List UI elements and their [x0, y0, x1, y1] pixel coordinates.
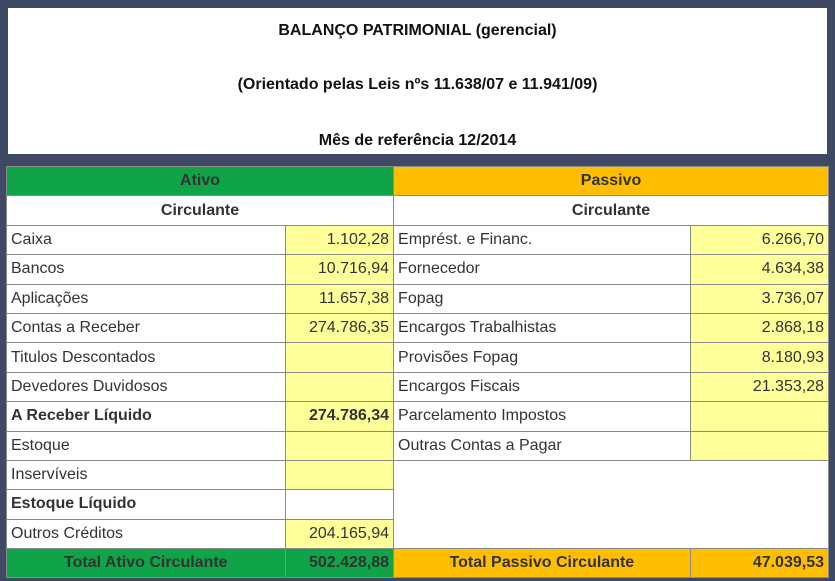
balance-sheet-frame — [6, 6, 829, 575]
ativo-value: 10.716,94 — [285, 255, 393, 284]
table-row — [7, 431, 829, 460]
passivo-label: Encargos Trabalhistas — [394, 313, 691, 342]
ativo-value — [285, 490, 393, 519]
passivo-label: Provisões Fopag — [394, 343, 691, 372]
header-separator — [6, 156, 829, 166]
balance-table — [6, 166, 829, 578]
passivo-subheading: Circulante — [394, 196, 829, 225]
passivo-value: 2.868,18 — [690, 313, 828, 342]
passivo-total-value: 47.039,53 — [690, 549, 828, 578]
ativo-value — [285, 372, 393, 401]
passivo-total-label: Total Passivo Circulante — [394, 549, 691, 578]
ativo-total-value: 502.428,88 — [285, 549, 393, 578]
ativo-value — [285, 460, 393, 489]
table-row — [7, 460, 829, 489]
passivo-value: 3.736,07 — [690, 284, 828, 313]
passivo-empty-area — [394, 460, 829, 548]
ativo-value: 204.165,94 — [285, 519, 393, 548]
ativo-value — [285, 343, 393, 372]
passivo-value: 21.353,28 — [690, 372, 828, 401]
report-header — [6, 6, 829, 156]
table-total-row — [7, 549, 829, 578]
passivo-value: 8.180,93 — [690, 343, 828, 372]
passivo-label: Parcelamento Impostos — [394, 402, 691, 431]
table-row — [7, 284, 829, 313]
ativo-label: Estoque Líquido — [7, 490, 286, 519]
ativo-value: 274.786,34 — [285, 402, 393, 431]
passivo-label: Encargos Fiscais — [394, 372, 691, 401]
ativo-subheading: Circulante — [7, 196, 394, 225]
ativo-value: 274.786,35 — [285, 313, 393, 342]
passivo-heading: Passivo — [394, 167, 829, 196]
passivo-value — [690, 431, 828, 460]
ativo-label: Bancos — [7, 255, 286, 284]
ativo-label: Devedores Duvidosos — [7, 372, 286, 401]
table-section-heading-row — [7, 167, 829, 196]
table-row — [7, 402, 829, 431]
passivo-label: Outras Contas a Pagar — [394, 431, 691, 460]
table-row — [7, 225, 829, 254]
ativo-heading: Ativo — [7, 167, 394, 196]
passivo-value: 6.266,70 — [690, 225, 828, 254]
ativo-label: Estoque — [7, 431, 286, 460]
report-law-subtitle: (Orientado pelas Leis nºs 11.638/07 e 11.941/09) — [237, 76, 598, 93]
ativo-label: Titulos Descontados — [7, 343, 286, 372]
table-row — [7, 313, 829, 342]
passivo-value: 4.634,38 — [690, 255, 828, 284]
ativo-label: Outros Créditos — [7, 519, 286, 548]
table-subheading-row — [7, 196, 829, 225]
report-month: Mês de referência 12/2014 — [318, 132, 517, 149]
passivo-label: Fopag — [394, 284, 691, 313]
ativo-total-label: Total Ativo Circulante — [7, 549, 286, 578]
ativo-label: Aplicações — [7, 284, 286, 313]
table-row — [7, 255, 829, 284]
ativo-label: Inservíveis — [7, 460, 286, 489]
ativo-value: 1.102,28 — [285, 225, 393, 254]
ativo-label: Contas a Receber — [7, 313, 286, 342]
table-row — [7, 343, 829, 372]
ativo-value: 11.657,38 — [285, 284, 393, 313]
report-title: BALANÇO PATRIMONIAL (gerencial) — [278, 22, 557, 39]
ativo-label: A Receber Líquido — [7, 402, 286, 431]
ativo-label: Caixa — [7, 225, 286, 254]
table-row — [7, 372, 829, 401]
ativo-value — [285, 431, 393, 460]
passivo-label: Emprést. e Financ. — [394, 225, 691, 254]
passivo-value — [690, 402, 828, 431]
passivo-label: Fornecedor — [394, 255, 691, 284]
